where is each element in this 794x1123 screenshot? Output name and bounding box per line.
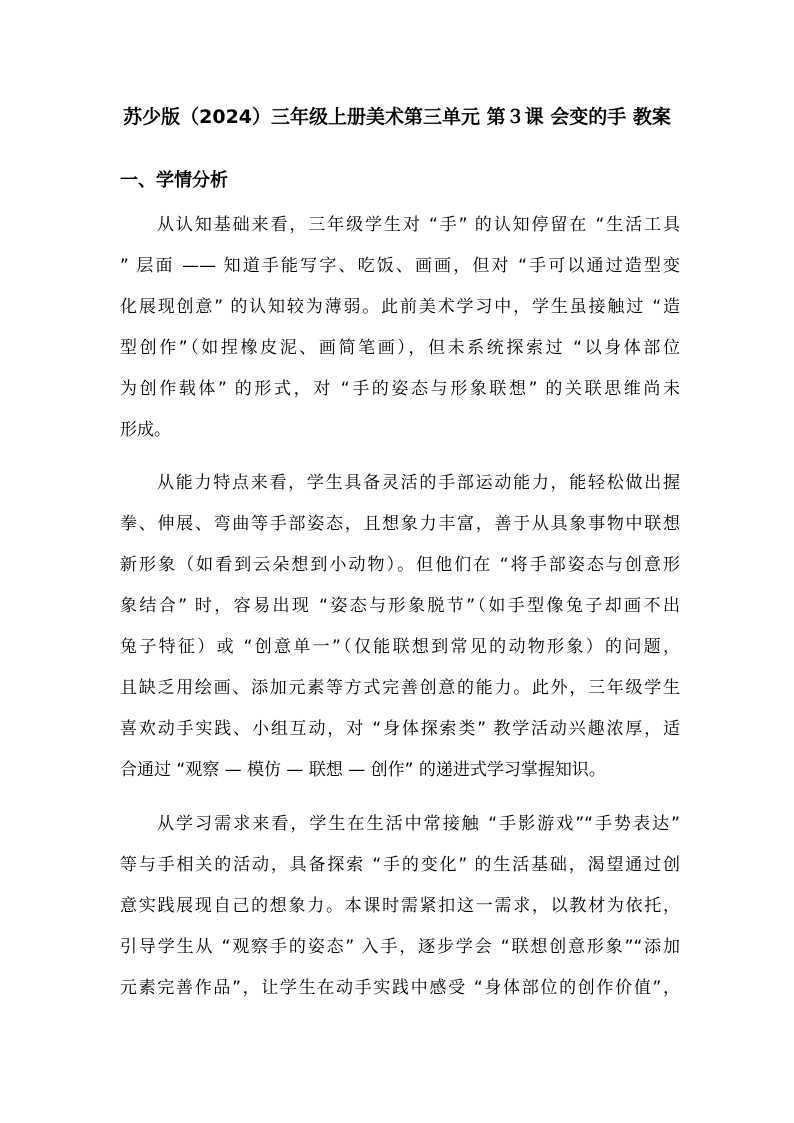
paragraph-line: 型创作”（如捏橡皮泥、画简笔画），但未系统探索过 “以身体部位 (120, 338, 680, 358)
document-title: 苏少版（2024）三年级上册美术第三单元 第３课 会变的手 教案 (123, 106, 671, 128)
paragraph-line: 喜欢动手实践、小组互动，对 “身体探索类” 教学活动兴趣浓厚，适 (120, 719, 680, 739)
paragraph-line: 合通过 “观察 — 模仿 — 联想 — 创作” 的递进式学习掌握知识。 (120, 760, 606, 780)
paragraph-line: 元素完善作品”，让学生在动手实践中感受 “身体部位的创作价值”， (120, 978, 680, 998)
paragraph-line: 拳、伸展、弯曲等手部姿态，且想象力丰富，善于从具象事物中联想 (120, 514, 680, 534)
section-heading: 一、学情分析 (120, 170, 228, 191)
paragraph-line: 为创作载体” 的形式，对 “手的姿态与形象联想” 的关联思维尚未 (120, 379, 680, 399)
paragraph-line: ” 层面 —— 知道手能写字、吃饭、画画，但对 “手可以通过造型变 (120, 256, 680, 276)
paragraph-line: 且缺乏用绘画、添加元素等方式完善创意的能力。此外，三年级学生 (120, 678, 680, 698)
paragraph-line: 化展现创意” 的认知较为薄弱。此前美术学习中，学生虽接触过 “造 (120, 297, 680, 317)
paragraph-line: 新形象（如看到云朵想到小动物）。但他们在 “将手部姿态与创意形 (120, 555, 680, 575)
paragraph-cognitive-basis (120, 205, 680, 451)
paragraph-line: 从能力特点来看，学生具备灵活的手部运动能力，能轻松做出握 (157, 473, 680, 493)
paragraph-line: 从学习需求来看，学生在生活中常接触 “手影游戏”“手势表达” (157, 814, 680, 834)
paragraph-line: 形成。 (120, 420, 171, 440)
paragraph-line: 从认知基础来看，三年级学生对 “手” 的认知停留在 “生活工具 (157, 215, 680, 235)
paragraph-line: 引导学生从 “观察手的姿态” 入手，逐步学会 “联想创意形象”“添加 (120, 937, 680, 957)
paragraph-line: 等与手相关的活动，具备探索 “手的变化” 的生活基础，渴望通过创 (120, 855, 680, 875)
paragraph-learning-needs (120, 804, 680, 1009)
paragraph-ability-traits (120, 463, 680, 791)
paragraph-line: 意实践展现自己的想象力。本课时需紧扣这一需求，以教材为依托， (120, 896, 680, 916)
paragraph-line: 象结合” 时，容易出现 “姿态与形象脱节”（如手型像兔子却画不出 (120, 596, 680, 616)
paragraph-line: 兔子特征）或 “创意单一”（仅能联想到常见的动物形象）的问题， (120, 637, 680, 657)
